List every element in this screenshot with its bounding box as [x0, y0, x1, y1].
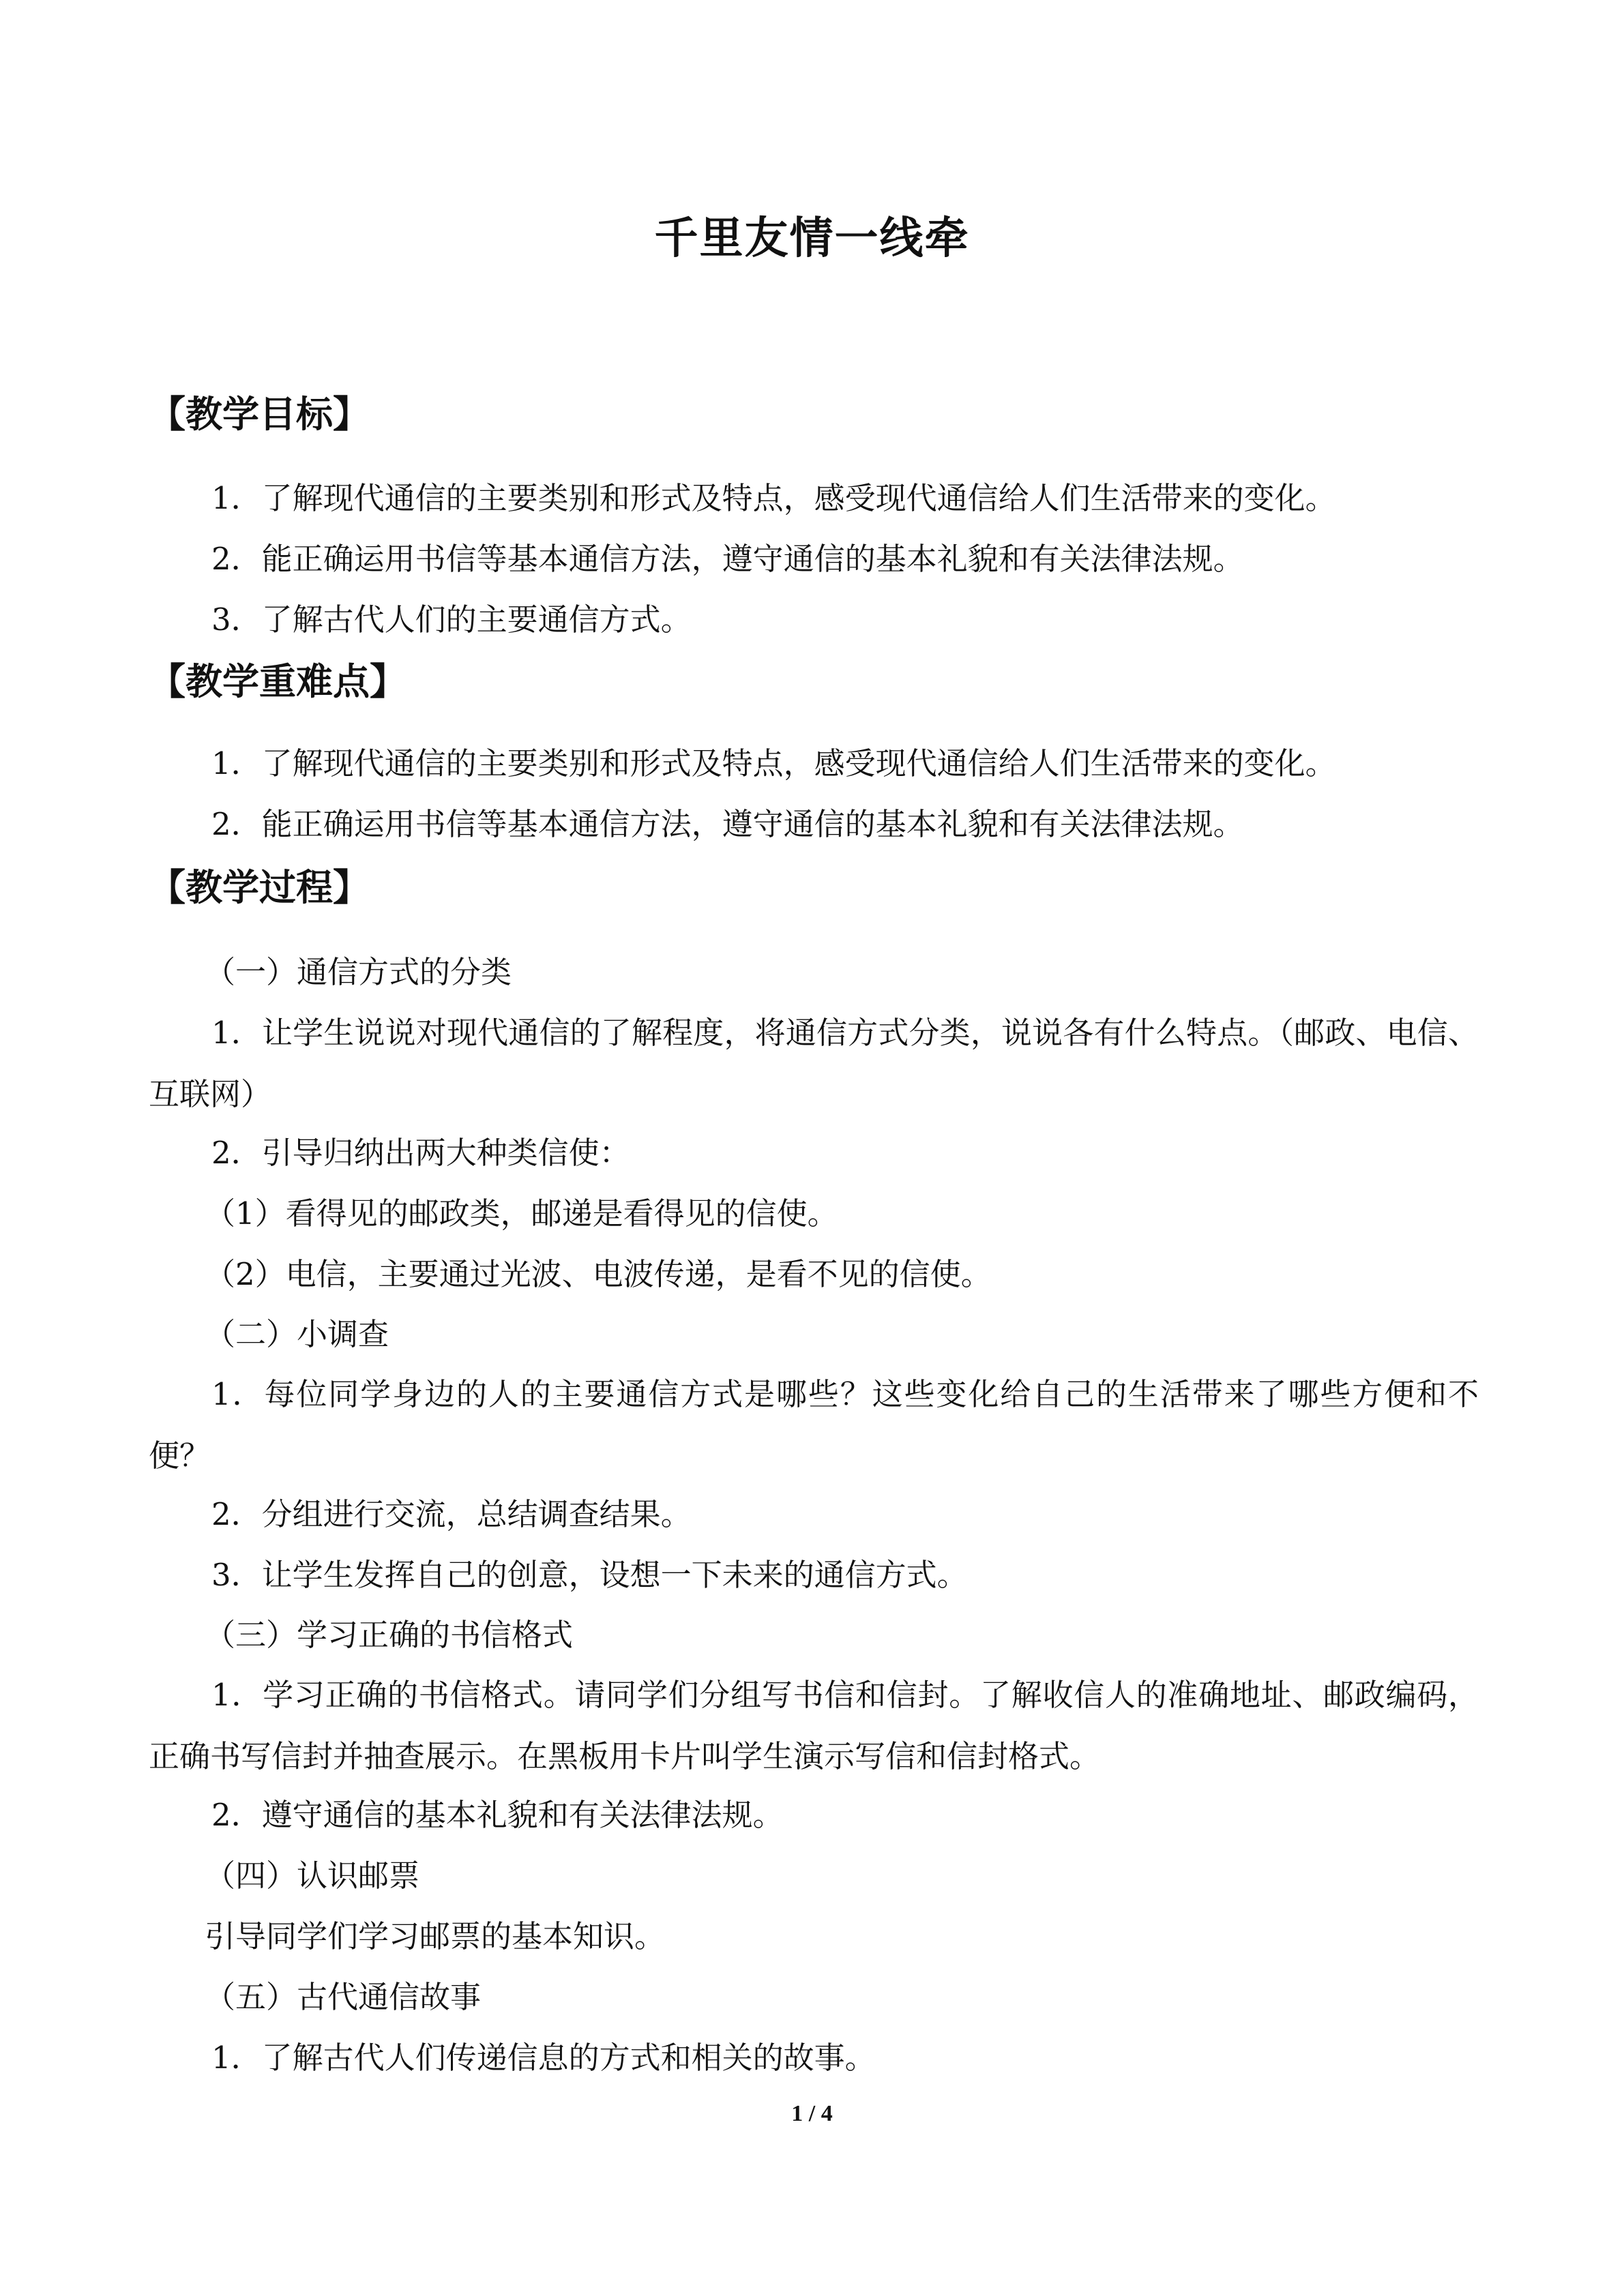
process-paragraph: 1．让学生说说对现代通信的了解程度，将通信方式分类，说说各有什么特点。（邮政、电信、互联网） — [149, 1015, 1479, 1112]
keypoint-item: 1．了解现代通信的主要类别和形式及特点，感受现代通信给人们生活带来的变化。 — [211, 745, 1336, 781]
process-paragraph: 2．遵守通信的基本礼貌和有关法律法规。 — [211, 1797, 784, 1833]
process-paragraph: （2）电信，主要通过光波、电波传递，是看不见的信使。 — [205, 1256, 992, 1292]
goal-item: 3．了解古代人们的主要通信方式。 — [211, 601, 692, 638]
section-heading-process: 【教学过程】 — [149, 866, 370, 909]
process-subheading: （二）小调查 — [205, 1316, 389, 1352]
process-paragraph: （1）看得见的邮政类，邮递是看得见的信使。 — [205, 1195, 838, 1232]
keypoint-item: 2．能正确运用书信等基本通信方法，遵守通信的基本礼貌和有关法律法规。 — [211, 806, 1244, 842]
process-subheading: （五）古代通信故事 — [205, 1979, 482, 2015]
page-number: 1 / 4 — [791, 2101, 833, 2126]
section-heading-goals: 【教学目标】 — [149, 393, 370, 436]
process-paragraph: 引导同学们学习邮票的基本知识。 — [205, 1918, 666, 1954]
process-paragraph: 1．学习正确的书信格式。请同学们分组写书信和信封。了解收信人的准确地址、邮政编码，正确书写信封并抽查展示。在黑板用卡片叫学生演示写信和信封格式。 — [149, 1677, 1479, 1774]
goal-item: 1．了解现代通信的主要类别和形式及特点，感受现代通信给人们生活带来的变化。 — [211, 480, 1336, 516]
process-subheading: （三）学习正确的书信格式 — [205, 1617, 574, 1653]
page-title: 千里友情一线牵 — [654, 213, 970, 264]
section-heading-keypoints: 【教学重难点】 — [149, 660, 407, 703]
process-paragraph: 2．引导归纳出两大种类信使： — [211, 1135, 630, 1171]
goal-item: 2．能正确运用书信等基本通信方法，遵守通信的基本礼貌和有关法律法规。 — [211, 541, 1244, 577]
process-paragraph: 1．了解古代人们传递信息的方式和相关的故事。 — [211, 2040, 876, 2076]
process-paragraph: 1．每位同学身边的人的主要通信方式是哪些？这些变化给自己的生活带来了哪些方便和不便？ — [149, 1376, 1479, 1474]
process-paragraph: 3．让学生发挥自己的创意，设想一下未来的通信方式。 — [211, 1557, 968, 1593]
process-subheading: （四）认识邮票 — [205, 1858, 420, 1894]
process-subheading: （一）通信方式的分类 — [205, 954, 512, 990]
process-paragraph: 2．分组进行交流，总结调查结果。 — [211, 1496, 692, 1532]
